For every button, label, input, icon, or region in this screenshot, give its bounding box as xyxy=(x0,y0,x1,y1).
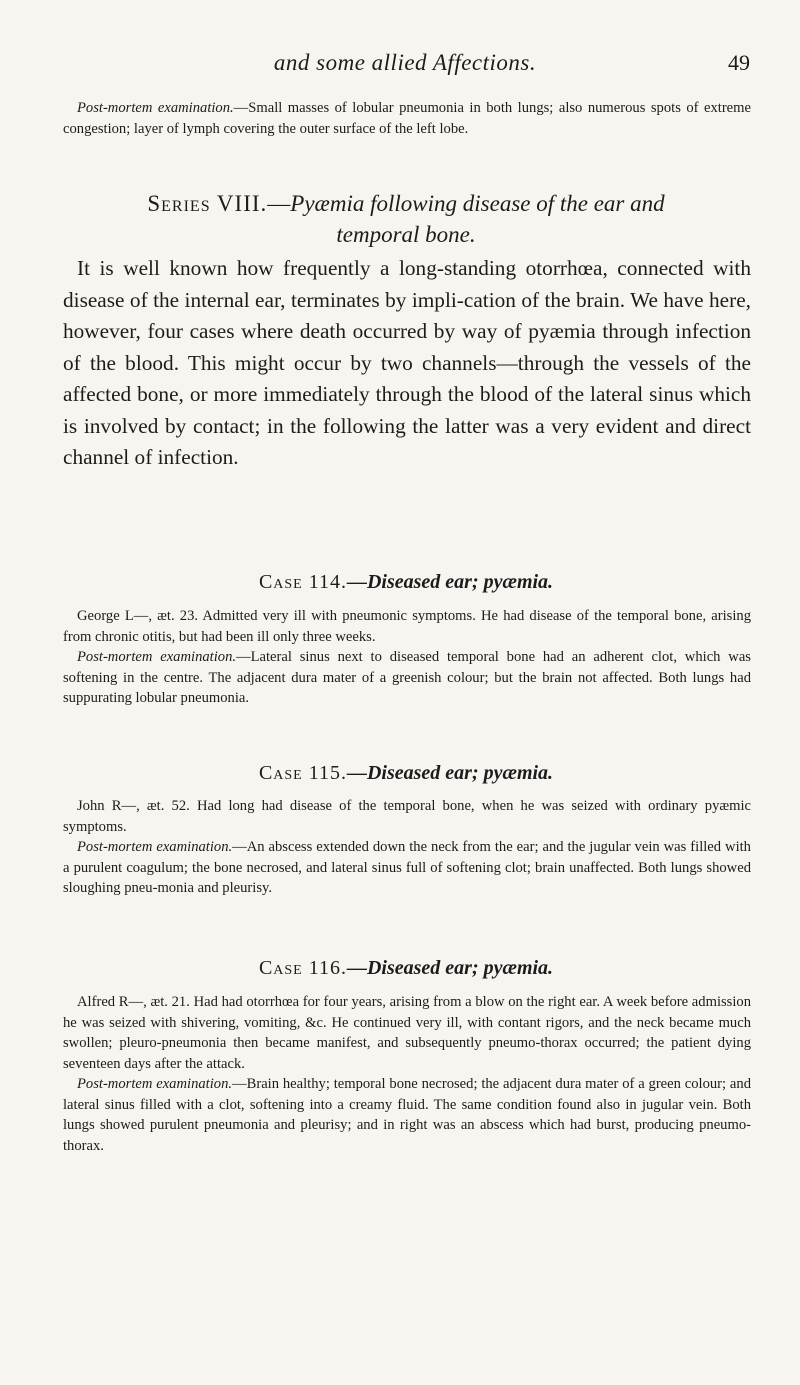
running-head xyxy=(60,50,750,82)
case-history: John R—, æt. 52. Had long had disease of the temporal bone, when he was seized with ordinary pyæmic symptoms. xyxy=(63,798,751,835)
series-title-line2: temporal bone. xyxy=(336,222,476,247)
case-history: Alfred R—, æt. 21. Had had otorrhœa for four years, arising from a blow on the right ear. A week before admission he was seized with shivering, vomiting, &c. He continued very ill, with contant rigors, and the neck became much swollen; pleuro-pneumonia then became manifest, and subsequently pneumo-thorax occurred; the patient dying seventeen days after the attack. xyxy=(63,994,751,1072)
case-label: Case 115. xyxy=(258,762,347,784)
post-mortem-label: Post-mortem examination. xyxy=(77,1076,233,1092)
series-title-line1: Pyæmia following disease of the ear and xyxy=(290,191,665,216)
post-mortem-text: —Small masses of lobular pneumonia in both lungs; also numerous spots of extreme congestion; layer of lymph covering the outer surface of the left lobe. xyxy=(63,100,751,137)
post-mortem-label: Post-mortem examination. xyxy=(77,839,233,855)
case-title: —Diseased ear; pyæmia. xyxy=(346,762,554,784)
post-mortem-label: Post-mortem examination. xyxy=(77,100,234,116)
series-dash: — xyxy=(267,191,291,216)
series-label: Series VIII. xyxy=(147,191,268,216)
intro-paragraph xyxy=(63,253,751,474)
case-label: Case 116. xyxy=(258,957,347,979)
series-heading xyxy=(60,188,752,250)
case-heading xyxy=(60,760,752,786)
post-mortem-text: —An abscess extended down the neck from the ear; and the jugular vein was filled with a purulent coagulum; the bone necrosed, and lateral sinus full of softening clot; brain unaffected. Both lungs showed sloughing pneu-monia and pleurisy. xyxy=(63,839,751,896)
case-heading xyxy=(60,955,752,981)
opening-paragraph xyxy=(63,98,751,139)
case-history: George L—, æt. 23. Admitted very ill with pneumonic symptoms. He had disease of the temporal bone, arising from chronic otitis, but had been ill only three weeks. xyxy=(63,608,751,645)
case-body xyxy=(63,992,751,1156)
case-body xyxy=(63,606,751,709)
post-mortem-label: Post-mortem examination. xyxy=(77,649,237,665)
page-number: 49 xyxy=(728,50,750,75)
intro-text: It is well known how frequently a long-standing otorrhœa, connected with disease of the internal ear, terminates by impli-cation of the brain. We have here, however, four cases where death occurred by way of pyæmia through infection of the blood. This might occur by two channels—through the vessels of the affected bone, or more immediately through the blood of the lateral sinus which is involved by contact; in the following the latter was a very evident and direct channel of infection. xyxy=(63,256,751,469)
running-title: and some allied Affections. xyxy=(273,50,537,75)
case-body xyxy=(63,796,751,899)
case-heading xyxy=(60,569,752,595)
case-title: —Diseased ear; pyæmia. xyxy=(346,571,554,593)
case-label: Case 114. xyxy=(258,571,347,593)
post-mortem-text: —Lateral sinus next to diseased temporal bone had an adherent clot, which was softening in the centre. The adjacent dura mater of a greenish colour; but the brain not affected. Both lungs had suppurating lobular pneumonia. xyxy=(63,649,751,706)
post-mortem-text: —Brain healthy; temporal bone necrosed; the adjacent dura mater of a green colour; and lateral sinus filled with a clot, softening into a creamy fluid. The same condition found also in jugular vein. Both lungs showed purulent pneumonia and pleurisy; and in right was an abscess which had burst, producing pneumo-thorax. xyxy=(63,1076,751,1154)
case-title: —Diseased ear; pyæmia. xyxy=(346,957,554,979)
